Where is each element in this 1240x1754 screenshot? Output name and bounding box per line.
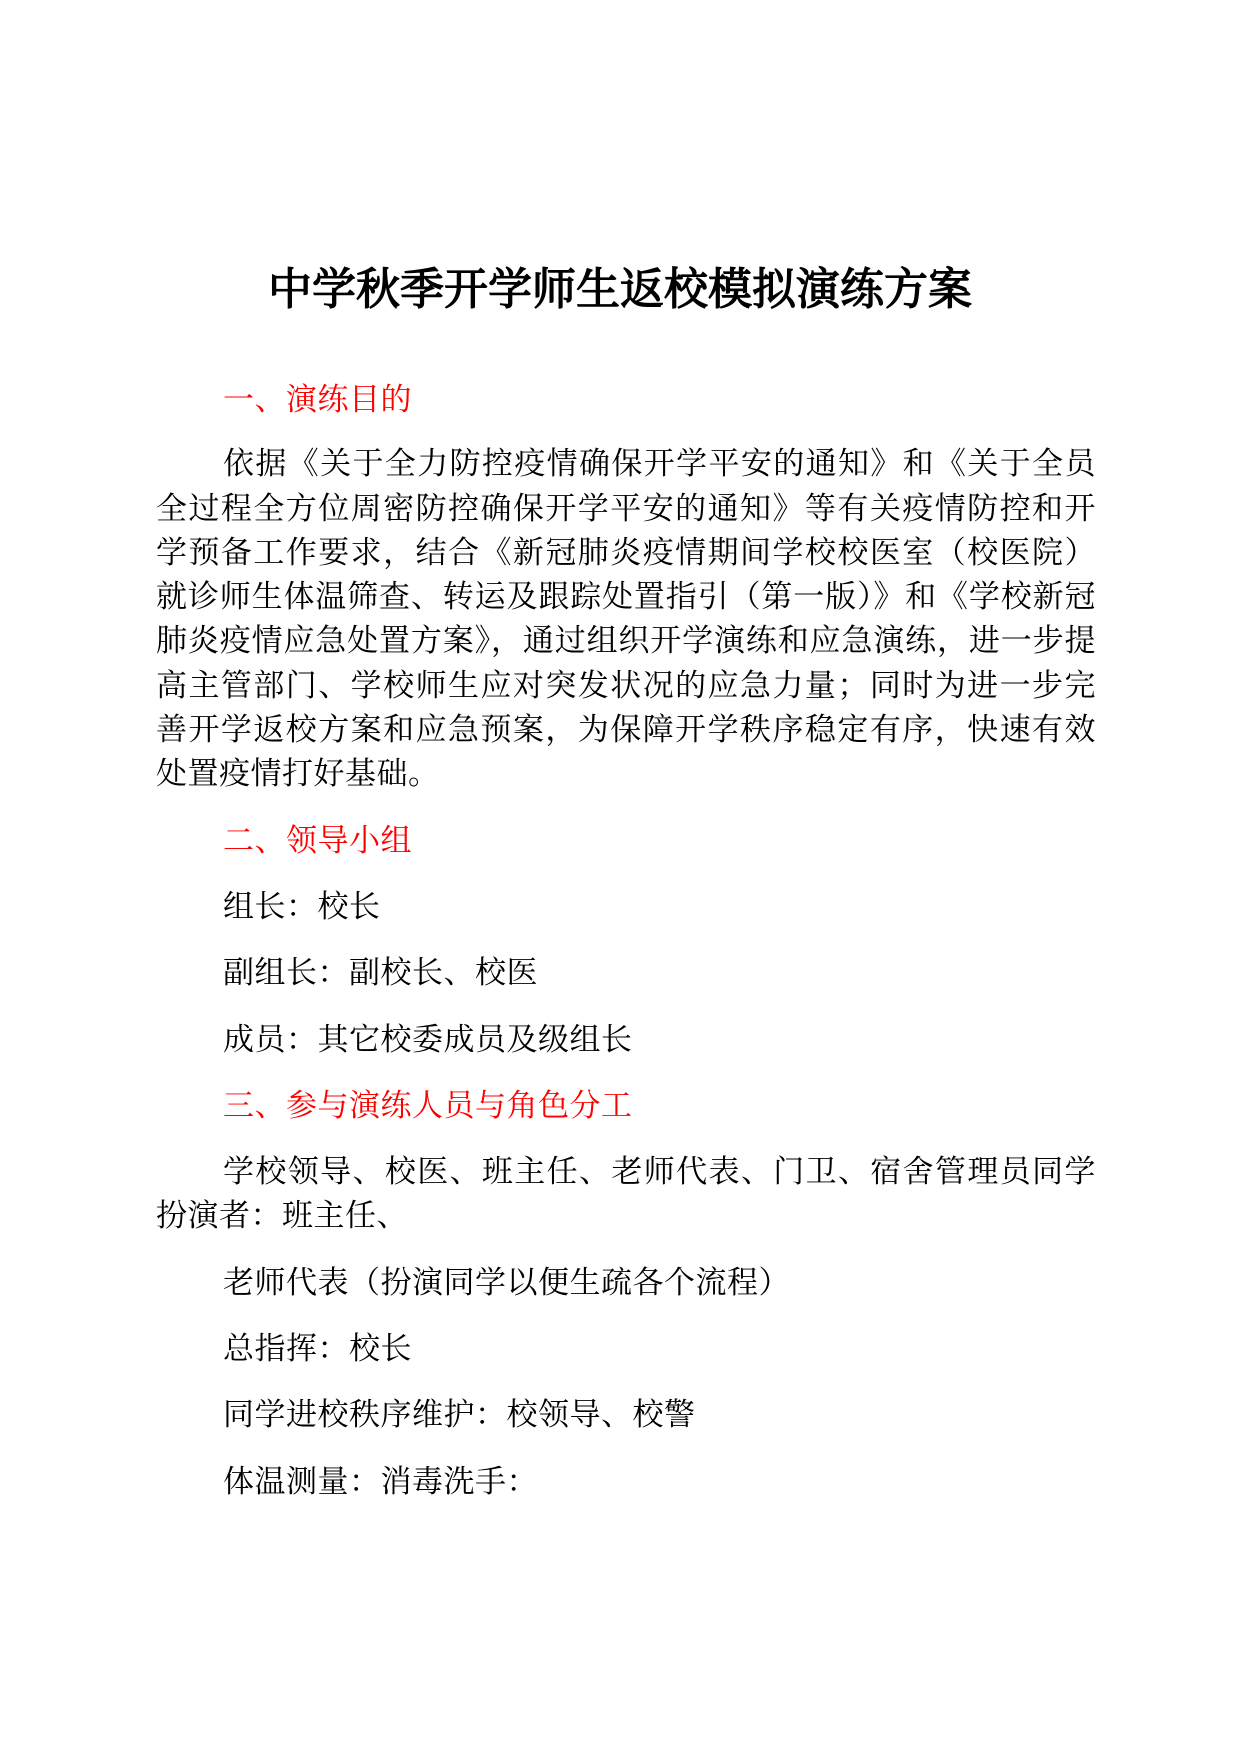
section-3-heading: 三、参与演练人员与角色分工 [223, 1087, 633, 1124]
section-1-heading: 一、演练目的 [223, 382, 412, 418]
deputy-leader-line: 副组长：副校长、校医 [223, 955, 538, 992]
teacher-rep-line: 老师代表（扮演同学以便生疏各个流程） [223, 1264, 790, 1301]
section-3-paragraph: 学校领导、校医、班主任、老师代表、门卫、宿舍管理员同学扮演者：班主任、 [156, 1154, 1096, 1235]
leader-line: 组长：校长 [223, 888, 381, 925]
document-title: 中学秋季开学师生返校模拟演练方案 [268, 264, 972, 315]
document-body [156, 378, 1096, 1504]
section-2-heading: 二、领导小组 [223, 822, 412, 859]
order-maintenance-line: 同学进校秩序维护：校领导、校警 [223, 1397, 696, 1434]
temperature-line: 体温测量：消毒洗手： [223, 1463, 538, 1500]
section-1-paragraph: 依据《关于全力防控疫情确保开学平安的通知》和《关于全员全过程全方位周密防控确保开学平安的通知》等有关疫情防控和开学预备工作要求，结合《新冠肺炎疫情期间学校校医室（校医院）就诊师生体温筛查、转运及跟踪处置指引（第一版）》和《学校新冠肺炎疫情应急处置方案》，通过组织开学演练和应急演练，进一步提高主管部门、学校师生应对突发状况的应急力量；同时为进一步完善开学返校方案和应急预案，为保障开学秩序稳定有序，快速有效处置疫情打好基础。 [156, 446, 1096, 793]
members-line: 成员：其它校委成员及级组长 [223, 1021, 633, 1058]
commander-line: 总指挥：校长 [223, 1331, 412, 1368]
